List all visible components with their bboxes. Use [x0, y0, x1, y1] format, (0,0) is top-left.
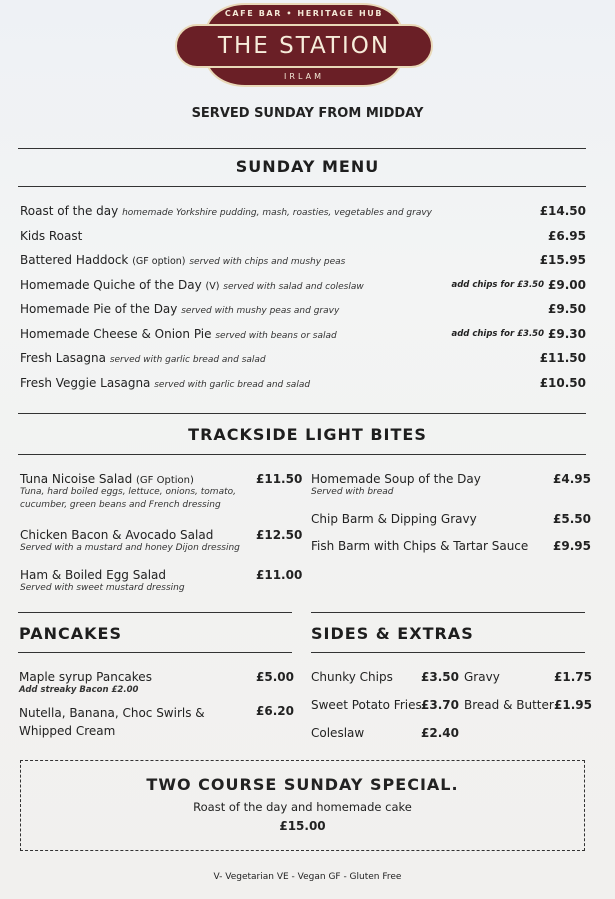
- served-note: SERVED SUNDAY FROM MIDDAY: [191, 106, 424, 121]
- menu-item: [20, 229, 586, 249]
- price: £11.50: [539, 351, 586, 365]
- item-name: Fresh Lasagna served with garlic bread and salad: [20, 351, 266, 365]
- menu-item: [20, 351, 586, 371]
- divider: [18, 413, 586, 414]
- special-box: [20, 760, 585, 851]
- add-chips-note: add chips for £3.50: [451, 279, 544, 290]
- side-item: Chunky Chips: [311, 670, 393, 684]
- menu-item: [20, 327, 586, 347]
- price: £1.75: [554, 670, 592, 684]
- item-name: Fresh Veggie Lasagna served with garlic bread and salad: [20, 375, 311, 390]
- price: £3.70: [421, 698, 459, 712]
- menu-item: Nutella, Banana, Choc Swirls & Whipped Cream: [19, 706, 205, 738]
- divider: [311, 652, 585, 653]
- divider: [18, 612, 292, 613]
- item-name: Battered Haddock (GF option) served with chips and mushy peas: [20, 253, 346, 267]
- price: £9.30: [548, 326, 586, 341]
- special-price: £15.00: [279, 819, 326, 833]
- menu-item: Maple syrup Pancakes Add streaky Bacon £2.00: [19, 670, 152, 695]
- light-bites-title: TRACKSIDE LIGHT BITES: [188, 425, 427, 444]
- price: £6.95: [548, 228, 586, 243]
- pancakes-title: PANCAKES: [19, 624, 123, 643]
- side-item: Gravy: [464, 670, 500, 684]
- menu-item: Tuna Nicoise Salad (GF Option) Tuna, hard boiled eggs, lettuce, onions, tomato, cucumber, green beans and French dressing: [20, 472, 236, 510]
- divider: [18, 454, 586, 455]
- price: £11.50: [256, 472, 303, 486]
- menu-item: Chicken Bacon & Avocado Salad Served with a mustard and honey Dijon dressing: [20, 528, 240, 553]
- price: £5.00: [256, 670, 294, 684]
- divider: [18, 186, 586, 187]
- price: £1.95: [554, 698, 592, 712]
- price: £3.50: [421, 670, 459, 684]
- menu-item: Homemade Soup of the Day Served with bread: [311, 472, 481, 497]
- divider: [311, 612, 585, 613]
- divider: [18, 652, 292, 653]
- price: £5.50: [553, 512, 591, 526]
- menu-item: Chip Barm & Dipping Gravy: [311, 512, 477, 526]
- dietary-key: V- Vegetarian VE - Vegan GF - Gluten Free: [213, 872, 402, 882]
- item-name: Homemade Pie of the Day served with mushy peas and gravy: [20, 302, 340, 316]
- logo: [175, 3, 433, 87]
- price: £15.95: [539, 253, 586, 267]
- side-item: Coleslaw: [311, 726, 365, 740]
- price: £2.40: [421, 726, 459, 740]
- logo-name: THE STATION: [217, 33, 391, 59]
- add-chips-note: add chips for £3.50: [451, 328, 544, 339]
- logo-location: IRLAM: [284, 72, 324, 81]
- price: £9.50: [548, 302, 586, 316]
- sides-title: SIDES & EXTRAS: [311, 624, 474, 643]
- menu-item: Ham & Boiled Egg Salad Served with sweet mustard dressing: [20, 568, 185, 593]
- side-item: Bread & Butter: [464, 698, 554, 712]
- price: £9.95: [553, 539, 591, 553]
- price: £11.00: [256, 568, 303, 582]
- menu-item: [20, 204, 586, 224]
- item-name: Homemade Quiche of the Day (V) served with salad and coleslaw: [20, 277, 364, 292]
- price: £9.00: [548, 277, 586, 292]
- item-name: Kids Roast: [20, 228, 83, 243]
- price: £14.50: [539, 204, 586, 218]
- special-title: TWO COURSE SUNDAY SPECIAL.: [146, 775, 459, 794]
- price: £12.50: [256, 528, 303, 542]
- menu-item: [20, 302, 586, 322]
- divider: [18, 148, 586, 149]
- menu-item: [20, 278, 586, 298]
- item-name: Homemade Cheese & Onion Pie served with beans or salad: [20, 326, 337, 341]
- menu-item: [20, 376, 586, 396]
- logo-tagline: CAFE BAR • HERITAGE HUB: [224, 9, 384, 18]
- menu-item: [20, 253, 586, 273]
- price: £10.50: [539, 375, 586, 390]
- sunday-menu-title: SUNDAY MENU: [235, 157, 380, 176]
- price: £4.95: [553, 472, 591, 486]
- price: £6.20: [256, 704, 294, 718]
- menu-item: Fish Barm with Chips & Tartar Sauce: [311, 539, 529, 553]
- item-name: Roast of the day homemade Yorkshire pudding, mash, roasties, vegetables and gravy: [20, 204, 432, 218]
- side-item: Sweet Potato Fries: [311, 698, 422, 712]
- special-desc: Roast of the day and homemade cake: [193, 800, 412, 814]
